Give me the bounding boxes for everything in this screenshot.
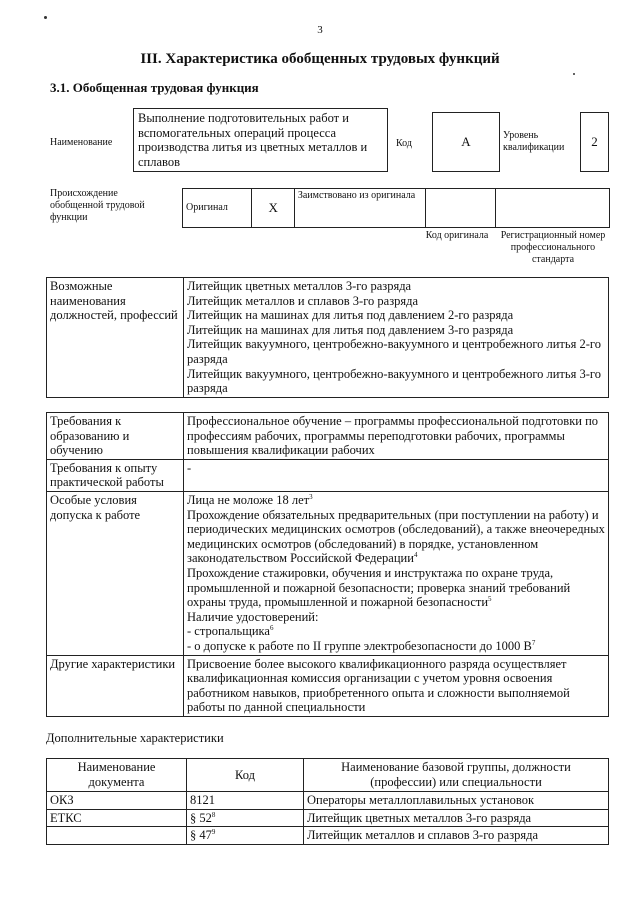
origin-code-cell — [426, 189, 495, 228]
original-mark: X — [252, 189, 294, 228]
other-value: Присвоение более высокого квалификационного разряда осуществляет квалификационная комиссия организации с учетом уровня освоения работником навыков, приобретенного опыта и сложности выполняемой работы по данной специальности — [184, 655, 609, 716]
condition-medical: Прохождение обязательных предварительных (при поступлении на работу) и периодических медицинских осмотров (обследований), а также внеочередных медицинских осмотров (обследований) в порядке, установленном законодательством Российской Федерации$^4$ — [187, 507, 605, 566]
condition-certs-header: Наличие удостоверений: — [187, 609, 319, 624]
position-item: Литейщик вакуумного, центробежно-вакуумного и центробежного литья 2-го разряда — [187, 337, 601, 366]
condition-cert-electrical: - о допуске к работе по II группе электробезопасности до 1000 $В^7$ — [187, 638, 536, 653]
requirements-table — [46, 412, 609, 717]
reg-number-caption: Регистрационный номер профессионального стандарта — [500, 230, 606, 265]
function-name-box — [133, 108, 388, 172]
position-item: Литейщик цветных металлов 3-го разряда — [187, 279, 412, 293]
original-label: Оригинал — [183, 189, 252, 228]
function-name-value: Выполнение подготовительных работ и вспомогательных операций процесса производства литья из цветных металлов и сплавов — [138, 111, 368, 169]
row-code: § $52^8$ — [187, 809, 304, 827]
conditions-value — [184, 491, 609, 655]
education-label: Требования к образованию и обучению — [47, 413, 184, 460]
education-value: Профессиональное обучение – программы профессиональной подготовки по профессиям рабочих, программы переподготовки рабочих, программы повышения квалификации рабочих — [184, 413, 609, 460]
subsection-title: 3.1. Обобщенная трудовая функция — [50, 80, 259, 95]
level-value-box — [580, 112, 609, 172]
footnote-ref: 4 — [413, 551, 418, 560]
experience-value: - — [184, 459, 609, 491]
additional-title: Дополнительные характеристики — [46, 731, 224, 745]
page-number: 3 — [317, 24, 323, 36]
code-value: A — [461, 134, 471, 149]
scan-speck — [44, 16, 47, 19]
name-label: Наименование — [50, 137, 113, 148]
position-item: Литейщик металлов и сплавов 3-го разряда — [187, 293, 419, 308]
footnote-ref: 6 — [269, 624, 274, 633]
row-name: Литейщик металлов и сплавов 3-го разряда — [304, 827, 609, 845]
experience-label: Требования к опыту практической работы — [47, 459, 184, 491]
additional-table — [46, 758, 609, 845]
position-item: Литейщик на машинах для литья под давлением 2-го разряда — [187, 308, 514, 323]
footnote-ref: 5 — [488, 594, 492, 603]
row-name: Литейщик цветных металлов 3-го разряда — [304, 809, 609, 827]
scan-speck — [573, 73, 575, 75]
code-value-box — [432, 112, 500, 172]
level-label: Уровень квалификации — [503, 130, 565, 153]
origin-label: Происхождение обобщенной трудовой функции — [50, 188, 145, 223]
footnote-ref: 7 — [531, 638, 536, 647]
code-label: Код — [396, 138, 412, 149]
condition-safety: Прохождение стажировки, обучения и инструктажа по охране труда, промышленной и пожарной безопасности; проверка знаний требований охраны труда, промышленной и пожарной безопасности$^5$ — [187, 565, 571, 610]
table-row — [47, 827, 609, 845]
level-value: 2 — [591, 134, 598, 149]
header-doc: Наименование документа — [47, 759, 187, 792]
table-row — [47, 792, 609, 810]
positions-list — [184, 278, 609, 398]
header-code: Код — [187, 759, 304, 792]
row-code: § $47^9$ — [187, 827, 304, 845]
condition-cert-slinger: - стропальщика$^6$ — [187, 624, 274, 639]
header-name: Наименование базовой группы, должности (профессии) или специальности — [304, 759, 609, 792]
row-doc: ЕТКС — [47, 809, 187, 827]
table-row — [47, 809, 609, 827]
position-item: Литейщик вакуумного, центробежно-вакуумного и центробежного литья 3-го разряда — [187, 366, 601, 396]
section-title: III. Характеристика обобщенных трудовых функций — [140, 51, 500, 67]
other-label: Другие характеристики — [47, 655, 184, 716]
positions-table — [46, 277, 609, 398]
footnote-ref: 3 — [309, 492, 313, 501]
borrowed-label: Заимствовано из оригинала — [294, 189, 425, 228]
original-code-caption: Код оригинала — [425, 230, 489, 241]
row-doc: ОКЗ — [47, 792, 187, 810]
origin-table — [182, 188, 610, 228]
row-code: 8121 — [187, 792, 304, 810]
row-doc — [47, 827, 187, 845]
positions-label: Возможные наименования должностей, профессий — [47, 278, 184, 398]
origin-reg-cell — [495, 189, 609, 228]
row-name: Операторы металлоплавильных установок — [304, 792, 609, 810]
conditions-label: Особые условия допуска к работе — [47, 491, 184, 655]
condition-age: Лица не моложе 18 лет$^3$ — [187, 492, 313, 507]
position-item: Литейщик на машинах для литья под давлением 3-го разряда — [187, 322, 514, 337]
